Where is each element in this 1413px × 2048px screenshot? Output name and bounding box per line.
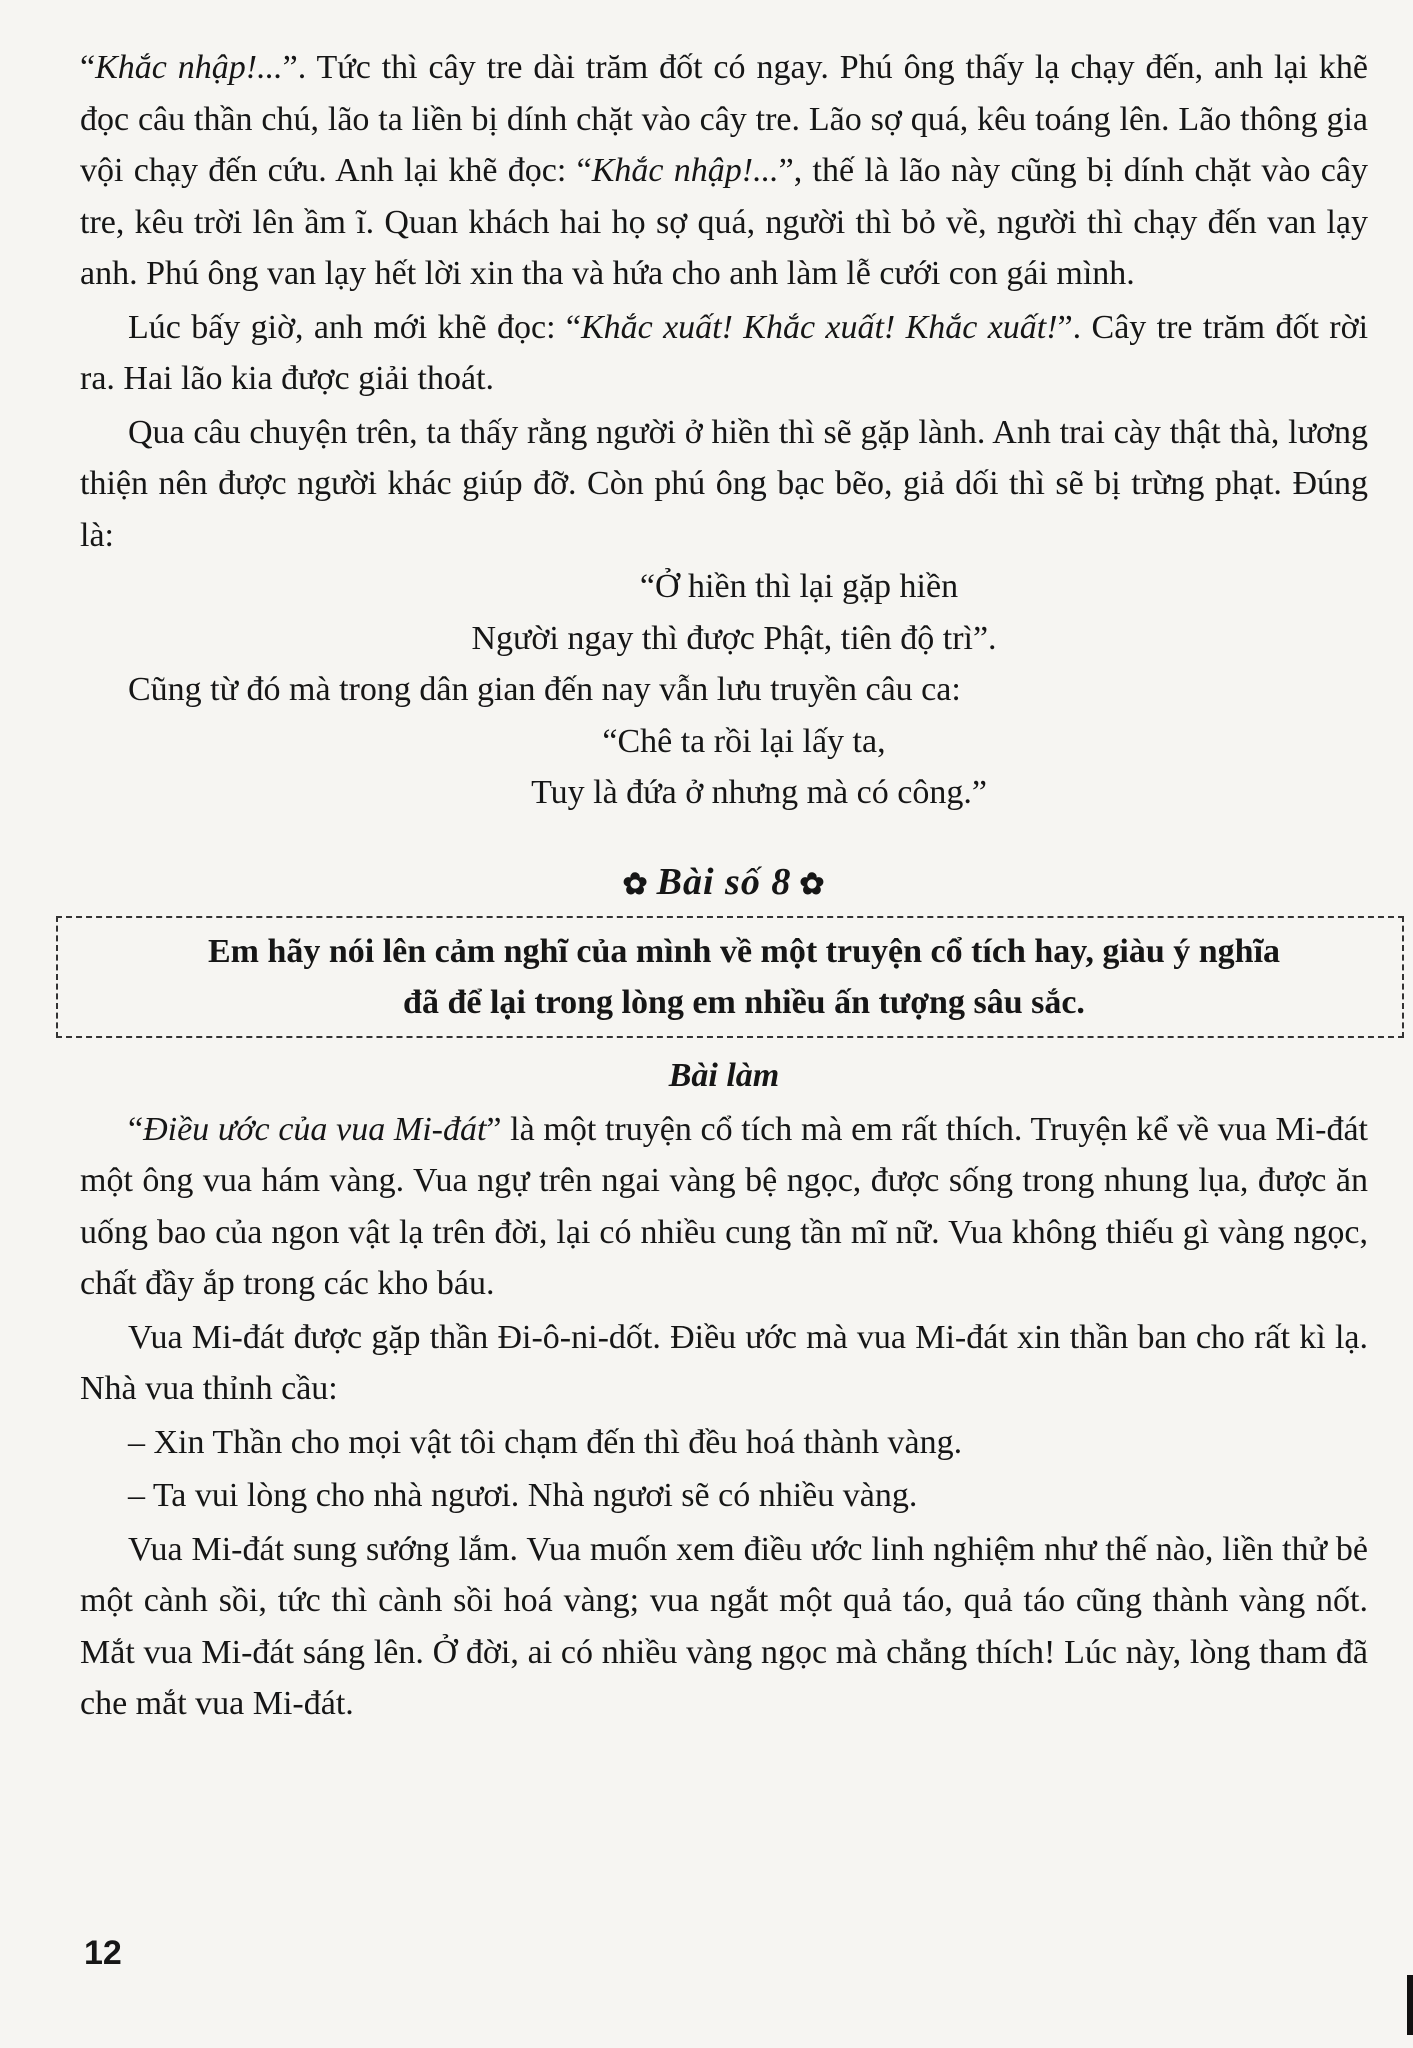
section-title: Bài số 8 bbox=[656, 860, 792, 903]
flower-icon: ✿ bbox=[622, 867, 649, 901]
dialogue-line: – Xin Thần cho mọi vật tôi chạm đến thì đều hoá thành vàng. bbox=[128, 1423, 963, 1461]
task-box bbox=[56, 916, 1404, 1038]
story-paragraph-2: Lúc bấy giờ, anh mới khẽ đọc: “Khắc xuất! Khắc xuất! Khắc xuất!”. Cây tre trăm đốt rời ra. Hai lão kia được giải thoát. bbox=[80, 308, 1369, 397]
page-number: 12 bbox=[84, 1934, 122, 1972]
page-edge bbox=[1407, 1975, 1413, 2035]
essay-paragraph-2: Vua Mi-đát được gặp thần Đi-ô-ni-dốt. Điều ước mà vua Mi-đát xin thần ban cho rất kì lạ. Nhà vua thỉnh cầu: bbox=[80, 1318, 1368, 1407]
essay-paragraph-3: Vua Mi-đát sung sướng lắm. Vua muốn xem điều ước linh nghiệm như thế nào, liền thử bẻ một cành sồi, tức thì cành sồi hoá vàng; vua ngắt một quả táo, quả táo cũng thành vàng nốt. Mắt vua Mi-đát sáng lên. Ở đời, ai có nhiều vàng ngọc mà chẳng thích! Lúc này, lòng tham đã che mắt vua Mi-đát. bbox=[80, 1530, 1368, 1722]
verse-line: Người ngay thì được Phật, tiên độ trì”. bbox=[471, 619, 997, 657]
dialogue-line: – Ta vui lòng cho nhà ngươi. Nhà ngươi sẽ có nhiều vàng. bbox=[128, 1477, 918, 1514]
flower-icon: ✿ bbox=[799, 867, 826, 901]
subheading: Bài làm bbox=[668, 1057, 780, 1094]
transition-line: Cũng từ đó mà trong dân gian đến nay vẫn lưu truyền câu ca: bbox=[128, 671, 961, 708]
verse-line: “Chê ta rồi lại lấy ta, bbox=[602, 722, 886, 760]
verse-line: Tuy là đứa ở nhưng mà có công.” bbox=[531, 774, 987, 811]
essay-paragraph-1: “Điều ước của vua Mi-đát” là một truyện cổ tích mà em rất thích. Truyện kể về vua Mi-đát một ông vua hám vàng. Vua ngự trên ngai vàng bệ ngọc, được sống trong nhung lụa, được ăn uống bao của ngon vật lạ trên đời, lại có nhiều cung tần mĩ nữ. Vua không thiếu gì vàng ngọc, chất đầy ắp trong các kho báu. bbox=[80, 1110, 1368, 1302]
task-line: Em hãy nói lên cảm nghĩ của mình về một truyện cổ tích hay, giàu ý nghĩa bbox=[207, 933, 1281, 970]
task-line: đã để lại trong lòng em nhiều ấn tượng sâu sắc. bbox=[403, 984, 1085, 1021]
story-paragraph-3: Qua câu chuyện trên, ta thấy rằng người ở hiền thì sẽ gặp lành. Anh trai cày thật thà, lương thiện nên được người khác giúp đỡ. Còn phú ông bạc bẽo, giả dối thì sẽ bị trừng phạt. Đúng là: bbox=[80, 413, 1368, 554]
page-content bbox=[80, 42, 1368, 1730]
section-heading bbox=[80, 857, 1368, 911]
story-paragraph-1: “Khắc nhập!...”. Tức thì cây tre dài trăm đốt có ngay. Phú ông thấy lạ chạy đến, anh lại khẽ đọc câu thần chú, lão ta liền bị dính chặt vào cây tre. Lão sợ quá, kêu toáng lên. Lão thông gia vội chạy đến cứu. Anh lại khẽ đọc: “Khắc nhập!...”, thế là lão này cũng bị dính chặt vào cây tre, kêu trời lên ầm ĩ. Quan khách hai họ sợ quá, người thì bỏ về, người thì chạy đến van lạy anh. Phú ông van lạy hết lời xin tha và hứa cho anh làm lễ cưới con gái mình. bbox=[80, 49, 1368, 292]
verse-line: “Ở hiền thì lại gặp hiền bbox=[639, 568, 959, 605]
